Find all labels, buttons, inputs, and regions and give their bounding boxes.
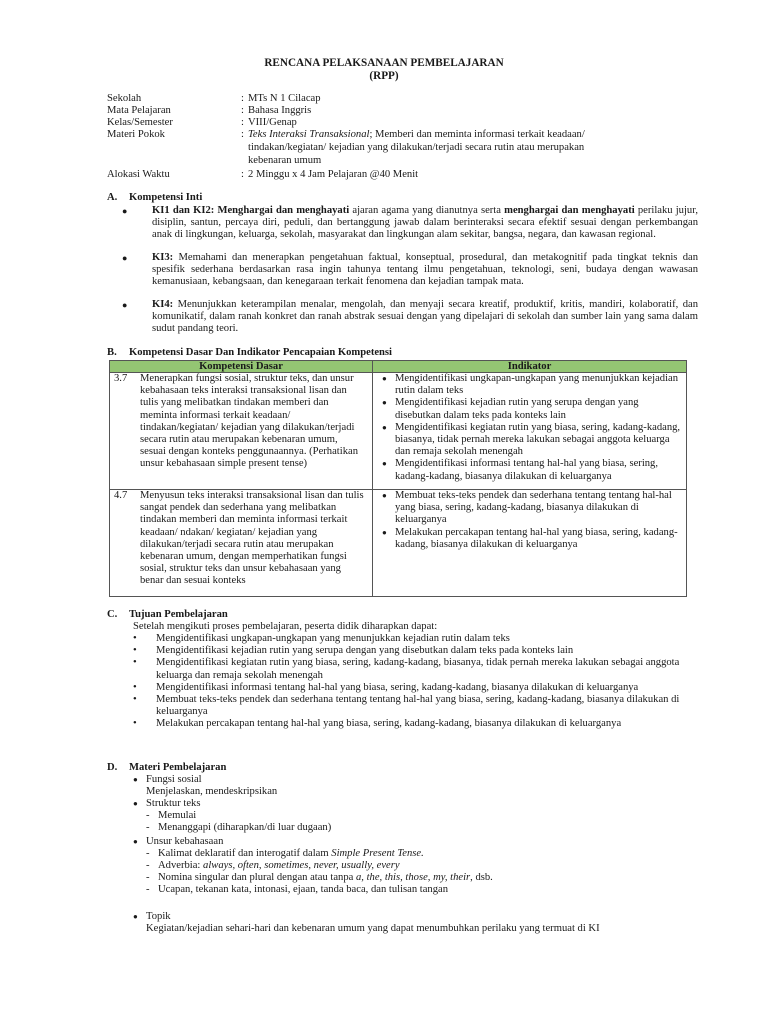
colon: : (241, 169, 244, 180)
colon: : (241, 93, 244, 104)
list-item: ● Melakukan percakapan tentang hal-hal yang biasa, sering, kadang-kadang, biasanya dilakukan di keluarganya (395, 527, 686, 551)
mapel-label: Mata Pelajaran (107, 105, 171, 116)
kd-cell: 4.7 Menyusun teks interaksi transaksional lisan dan tulis sangat pendek dan sederhana yang melibatkan tindakan memberi dan meminta informasi terkait keadaan/ ndakan/ kegiatan/ kejadian yang dilakukan/terjadi secara rutin atau merupakan kebenaran umum, dengan memperhatikan fungsi sosial, struktur teks dan unsur kebahasaan yang benar dan sesuai konteks (110, 490, 373, 597)
mapel-value: Bahasa Inggris (248, 105, 312, 116)
bullet-icon: ● (133, 912, 138, 921)
fungsi-sosial-desc: Menjelaskan, mendeskripsikan (146, 786, 278, 797)
list-item: ● Mengidentifikasi kejadian rutin yang serupa dengan yang disebutkan dalam teks pada konteks lain (395, 397, 686, 421)
topik-desc: Kegiatan/kejadian sehari-hari dan kebenaran umum yang dapat menumbuhkan perilaku yang termuat di KI (146, 923, 600, 934)
materi-value-line3: kebenaran umum (248, 155, 322, 166)
list-item: ● Membuat teks-teks pendek dan sederhana tentang tentang hal-hal yang biasa, sering, kadang-kadang, biasanya dilakukan di keluarganya (395, 490, 686, 527)
bullet-icon: ● (133, 775, 138, 784)
ki1-ki2-item: ● KI1 dan KI2: Menghargai dan menghayati ajaran agama yang dianutnya serta menghargai dan menghayati perilaku jujur, disiplin, santun, percaya diri, peduli, dan bertanggung jawab dalam berinteraksi secara efektif sesuai dengan perkembangan anak di lingkungan, keluarga, sekolah, masyarakat dan lingkungan alam sekitar, bangsa, negara, dan kawasan regional. (122, 205, 698, 241)
table-row (110, 490, 687, 597)
ki3-item: ● KI3: Memahami dan menerapkan pengetahuan faktual, konseptual, prosedural, dan metakognitif pada tingkat teknis dan spesifik sederhana berdasarkan rasa ingin tahunya tentang ilmu pengetahuan, teknologi, seni, budaya dengan wawasan kemanusiaan, kebangsaan, dan kenegaraan terkait fenomena dan kejadian tampak mata. (122, 252, 698, 288)
list-item: ● Mengidentifikasi ungkapan-ungkapan yang menunjukkan kejadian rutin dalam teks (395, 373, 686, 397)
bullet-icon: ● (133, 799, 138, 808)
table-row (110, 373, 687, 490)
document-subtitle: (RPP) (369, 70, 399, 82)
column-header-kd: Kompetensi Dasar (110, 361, 373, 373)
section-a-heading: A. Kompetensi Inti (107, 192, 203, 203)
bullet-icon: ● (122, 206, 128, 216)
materi-label: Materi Pokok (107, 129, 165, 140)
struktur-item-2: - Menanggapi (diharapkan/di luar dugaan) (146, 822, 332, 833)
topik-item: ● Topik (133, 911, 171, 922)
materi-value-line2: tindakan/kegiatan/ kejadian yang dilakukan/terjadi secara rutin atau merupakan (248, 142, 585, 153)
struktur-item-1: - Memulai (146, 810, 197, 821)
unsur-item-4: - Ucapan, tekanan kata, intonasi, ejaan, tanda baca, dan tulisan tangan (146, 884, 449, 895)
list-item: • Membuat teks-teks pendek dan sederhana tentang tentang hal-hal yang biasa, sering, kadang-kadang, biasanya dilakukan di keluarganya (133, 694, 693, 718)
bullet-icon: ● (122, 300, 128, 310)
section-d-heading: D. Materi Pembelajaran (107, 762, 227, 773)
unsur-item-2: - Adverbia: always, often, sometimes, never, usually, every (146, 860, 400, 871)
section-b-heading: B. Kompetensi Dasar Dan Indikator Pencapaian Kompetensi (107, 347, 393, 358)
colon: : (241, 129, 244, 140)
kelas-value: VIII/Genap (248, 117, 297, 128)
kd-cell: 3.7 Menerapkan fungsi sosial, struktur teks, dan unsur kebahasaan teks interaksi transaksional lisan dan tulis yang melibatkan tindakan memberi dan meminta informasi terkait keadaan/ tindakan/kegiatan/ kejadian yang dilakukan/terjadi secara rutin atau merupakan kebenaran umum, sesuai dengan konteks penggunaannya. (Perhatikan unsur kebahasaan simple present tense) (110, 373, 373, 490)
sekolah-value: MTs N 1 Cilacap (248, 93, 321, 104)
kd-indicator-table (109, 360, 687, 597)
section-c-intro: Setelah mengikuti proses pembelajaran, peserta didik diharapkan dapat: (133, 621, 438, 632)
ki4-item: ● KI4: Menunjukkan keterampilan menalar, mengolah, dan menyaji secara kreatif, produktif, kritis, mandiri, kolaboratif, dan komunikatif, dalam ranah konkret dan ranah abstrak sesuai dengan yang dipelajari di sekolah dan sumber lain yang sama dalam sudut pandang teori. (122, 299, 698, 335)
kelas-label: Kelas/Semester (107, 117, 173, 128)
list-item: • Mengidentifikasi kegiatan rutin yang biasa, sering, kadang-kadang, biasanya, tidak pernah mereka lakukan sebagai anggota keluarga dan remaja sekolah menengah (133, 657, 693, 681)
unsur-item-1: - Kalimat deklaratif dan interogatif dalam Simple Present Tense. (146, 848, 424, 859)
unsur-kebahasaan-item: ● Unsur kebahasaan (133, 836, 224, 847)
materi-value-line1: Teks Interaksi Transaksional; Memberi dan meminta informasi terkait keadaan/ (248, 129, 585, 140)
list-item: • Mengidentifikasi kejadian rutin yang serupa dengan yang disebutkan dalam teks pada konteks lain (133, 645, 693, 657)
indicator-list (373, 490, 686, 551)
list-item: • Mengidentifikasi ungkapan-ungkapan yang menunjukkan kejadian rutin dalam teks (133, 633, 693, 645)
unsur-item-3: - Nomina singular dan plural dengan atau tanpa a, the, this, those, my, their, dsb. (146, 872, 493, 883)
list-item: ● Mengidentifikasi informasi tentang hal-hal yang biasa, sering, kadang-kadang, biasanya dilakukan di keluarganya (395, 458, 686, 482)
document-title: RENCANA PELAKSANAAN PEMBELAJARAN (264, 57, 504, 69)
materi-italic: Teks Interaksi Transaksional (248, 129, 370, 140)
list-item: • Melakukan percakapan tentang hal-hal yang biasa, sering, kadang-kadang, biasanya dilakukan di keluarganya (133, 718, 693, 730)
indicator-list (373, 373, 686, 483)
objectives-list (133, 633, 693, 731)
section-c-heading: C. Tujuan Pembelajaran (107, 609, 228, 620)
alokasi-label: Alokasi Waktu (107, 169, 170, 180)
colon: : (241, 105, 244, 116)
fungsi-sosial-item: ● Fungsi sosial (133, 774, 202, 785)
indicator-cell (373, 373, 687, 490)
bullet-icon: ● (122, 253, 128, 263)
colon: : (241, 117, 244, 128)
list-item: ● Mengidentifikasi kegiatan rutin yang biasa, sering, kadang-kadang, biasanya, tidak pernah mereka lakukan sebagai anggota keluarga dan remaja sekolah menengah (395, 422, 686, 459)
sekolah-label: Sekolah (107, 93, 142, 104)
column-header-indicator: Indikator (373, 361, 687, 373)
alokasi-value: 2 Minggu x 4 Jam Pelajaran @40 Menit (248, 169, 419, 180)
bullet-icon: ● (133, 837, 138, 846)
struktur-teks-item: ● Struktur teks (133, 798, 201, 809)
indicator-cell (373, 490, 687, 597)
table-header-row (110, 361, 687, 373)
list-item: • Mengidentifikasi informasi tentang hal-hal yang biasa, sering, kadang-kadang, biasanya dilakukan di keluarganya (133, 682, 693, 694)
